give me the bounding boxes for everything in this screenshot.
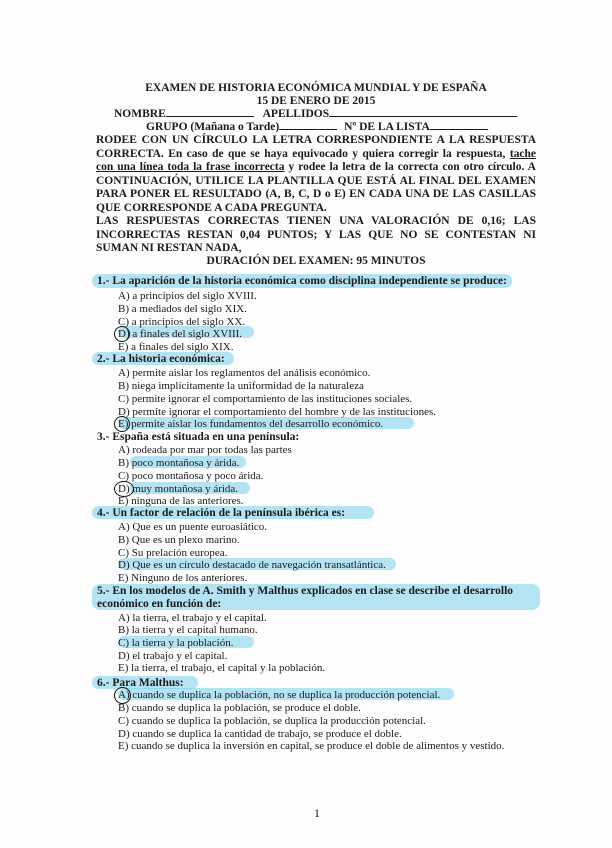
grupo-blank[interactable] — [279, 129, 337, 130]
question-5-line-2: económico en función de: — [97, 598, 222, 610]
page-number: 1 — [314, 806, 320, 820]
q5-option-c[interactable]: C) la tierra y la población. — [118, 637, 234, 649]
q5-option-a[interactable]: A) la tierra, el trabajo y el capital. — [118, 612, 267, 624]
instructions-p1-end: y rodee la letra de la correcta con otro círculo. A CONTINUACIÓN, UTILICE LA PLANTILLA QUE ESTÁ AL FINAL DEL EXAMEN PARA PONER EL RESULTADO (A, B, C, D o E) EN CADA UNA DE LAS CASILLAS QUE CORRESPONDE A CADA PREGUNTA. — [96, 161, 536, 214]
q3-option-c[interactable]: C) poco montañosa y poco árida. — [118, 470, 264, 482]
grupo-row — [146, 121, 488, 133]
answer-circle-q1-d — [114, 326, 130, 342]
question-5-line-1: 5.- En los modelos de A. Smith y Malthus explicados en clase se describe el desarrollo — [97, 585, 514, 597]
q3-option-e[interactable]: E) ninguna de las anteriores. — [118, 495, 244, 507]
q2-option-d[interactable]: D) permite ignorar el comportamiento del hombre y de las instituciones. — [118, 406, 436, 418]
q5-option-b[interactable]: B) la tierra y el capital humano. — [118, 624, 258, 636]
question-1: 1.- La aparición de la historia económica como disciplina independiente se produce: — [97, 275, 507, 287]
q4-option-b[interactable]: B) Que es un plexo marino. — [118, 534, 240, 546]
apellidos-blank[interactable] — [329, 116, 517, 117]
q1-option-b[interactable]: B) a mediados del siglo XIX. — [118, 303, 247, 315]
q4-option-e[interactable]: E) Ninguno de los anteriores. — [118, 572, 248, 584]
q2-option-a[interactable]: A) permite aislar los reglamentos del análisis económico. — [118, 367, 371, 379]
grupo-label: GRUPO (Mañana o Tarde) — [146, 121, 280, 133]
q1-option-d[interactable]: D) a finales del siglo XVIII. — [118, 328, 243, 340]
question-3: 3.- España está situada en una península: — [97, 431, 300, 443]
q5-option-d[interactable]: D) el trabajo y el capital. — [118, 650, 228, 662]
instructions-underlined: tache con una línea toda la frase incorrecta — [96, 147, 536, 173]
q2-option-c[interactable]: C) permite ignorar el comportamiento de las instituciones sociales. — [118, 393, 413, 405]
q6-option-b[interactable]: B) cuando se duplica la población, se produce el doble. — [118, 702, 361, 714]
q1-option-a[interactable]: A) a principios del siglo XVIII. — [118, 290, 257, 302]
q6-option-a[interactable]: A) cuando se duplica la población, no se duplica la producción potencial. — [118, 689, 441, 701]
q2-option-b[interactable]: B) niega implícitamente la uniformidad de la naturaleza — [118, 380, 364, 392]
answer-circle-q2-e — [114, 416, 130, 432]
answer-circle-q3-d — [114, 481, 134, 497]
exam-date: 15 DE ENERO DE 2015 — [256, 95, 376, 107]
q3-option-b[interactable]: B) poco montañosa y árida. — [118, 457, 240, 469]
nombre-label: NOMBRE — [114, 108, 166, 120]
question-6: 6.- Para Malthus: — [97, 677, 184, 689]
q1-option-e[interactable]: E) a finales del siglo XIX. — [118, 341, 234, 353]
q2-option-e[interactable]: E) permite aislar los fundamentos del desarrollo económico. — [118, 418, 384, 430]
question-2: 2.- La historia económica: — [97, 353, 225, 365]
instructions-scoring: LAS RESPUESTAS CORRECTAS TIENEN UNA VALORACIÓN DE 0,16; LAS INCORRECTAS RESTAN 0,04 PUNTOS; Y LAS QUE NO SE CONTESTAN NI SUMAN NI RESTAN NADA, — [96, 215, 536, 254]
q4-option-a[interactable]: A) Que es un puente euroasiático. — [118, 521, 268, 533]
q1-option-c[interactable]: C) a principios del siglo XX. — [118, 316, 246, 328]
q6-option-e[interactable]: E) cuando se duplica la inversión en capital, se produce el doble de alimentos y vestido. — [118, 740, 505, 752]
q6-option-d[interactable]: D) cuando se duplica la cantidad de trabajo, se produce el doble. — [118, 728, 402, 740]
q3-option-d[interactable]: D) muy montañosa y árida. — [118, 483, 239, 495]
lista-label: Nº DE LA LISTA — [344, 121, 430, 133]
nombre-blank[interactable] — [166, 116, 254, 117]
instructions-p1: RODEE CON UN CÍRCULO LA LETRA CORRESPONDIENTE A LA RESPUESTA CORRECTA. En caso de que se haya equivocado y quiera corregir la respuesta, — [96, 134, 536, 160]
q5-option-e[interactable]: E) la tierra, el trabajo, el capital y la población. — [118, 662, 326, 674]
exam-duration: DURACIÓN DEL EXAMEN: 95 MINUTOS — [206, 255, 426, 267]
nombre-row — [114, 108, 517, 120]
q4-option-d[interactable]: D) Que es un círculo destacado de navegación transatlántica. — [118, 559, 386, 571]
apellidos-label: APELLIDOS — [262, 108, 330, 120]
q6-option-c[interactable]: C) cuando se duplica la población, se duplica la producción potencial. — [118, 715, 426, 727]
exam-title: EXAMEN DE HISTORIA ECONÓMICA MUNDIAL Y DE ESPAÑA — [145, 82, 487, 94]
q3-option-a[interactable]: A) rodeada por mar por todas las partes — [118, 444, 292, 456]
q4-option-c[interactable]: C) Su prelación europea. — [118, 547, 228, 559]
answer-circle-q6-a — [114, 687, 131, 704]
instructions-block — [96, 134, 536, 215]
question-4: 4.- Un factor de relación de la península ibérica es: — [97, 507, 346, 519]
lista-blank[interactable] — [430, 129, 488, 130]
